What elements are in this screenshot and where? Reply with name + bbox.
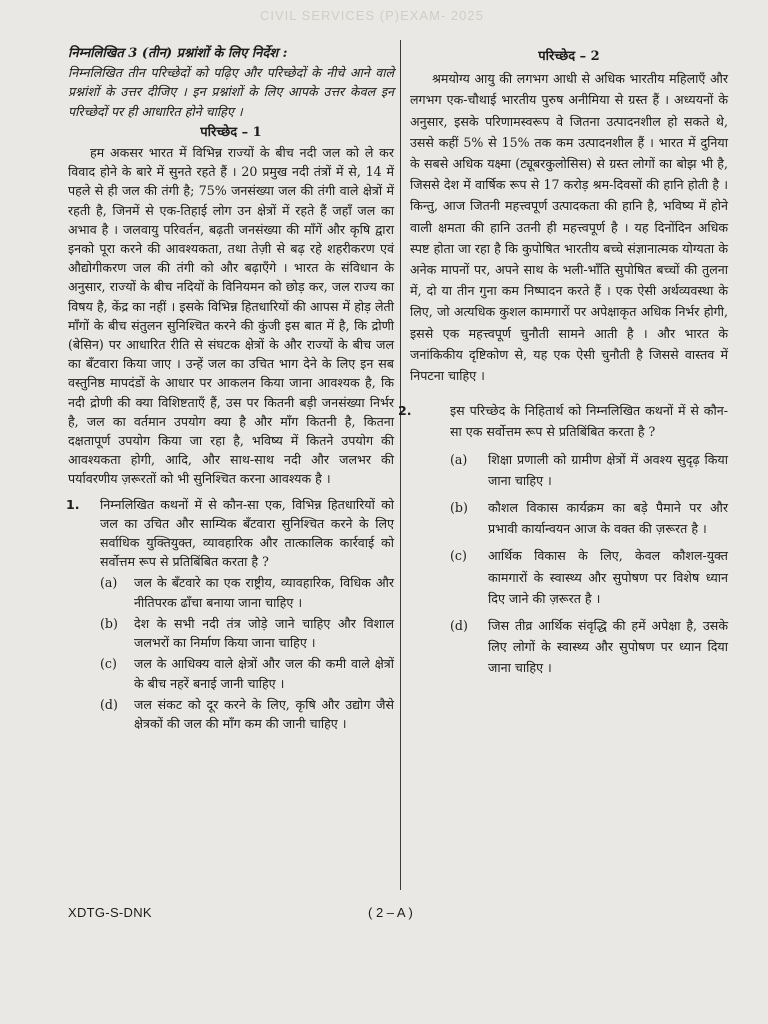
option-text: देश के सभी नदी तंत्र जोड़े जाने चाहिए और विशाल जलभरों का निर्माण किया जाना चाहिए । <box>134 615 394 651</box>
footer-code: XDTG-S-DNK <box>68 905 152 920</box>
question-2-number: 2. <box>398 403 412 419</box>
option-text: जिस तीव्र आर्थिक संवृद्धि की हमें अपेक्षा है, उसके लिए लोगों के स्वास्थ्य और सुपोषण पर ध्यान दिया जाना चाहिए । <box>488 618 728 676</box>
option-text: शिक्षा प्रणाली को ग्रामीण क्षेत्रों में अवश्य सुदृढ़ किया जाना चाहिए । <box>488 451 728 488</box>
question-2-text: इस परिच्छेद के निहितार्थ को निम्नलिखित कथनों में से कौन-सा एक सर्वोत्तम रूप से प्रतिबिंबित करता है ? <box>450 403 728 440</box>
question-1-number: 1. <box>66 496 80 512</box>
question-2-option-c <box>450 545 728 609</box>
passage-2-heading: परिच्छेद – 2 <box>538 49 600 64</box>
instructions-body: निम्नलिखित तीन परिच्छेदों को पढ़िए और परिच्छेदों के नीचे आने वाले प्रश्नांशों के उत्तर दीजिए । इन प्रश्नांशों के लिए आपके उत्तर केवल इन परिच्छेदों पर ही आधारित होने चाहिए । <box>68 65 394 119</box>
header-watermark: CIVIL SERVICES (P)EXAM- 2025 <box>260 8 484 23</box>
question-1 <box>68 495 394 733</box>
option-letter: (c) <box>100 656 117 672</box>
option-text: आर्थिक विकास के लिए, केवल कौशल-युक्त कामगारों के स्वास्थ्य और सुपोषण पर विशेष ध्यान दिए जाने की ज़रूरत है । <box>488 548 728 606</box>
option-letter: (a) <box>450 451 468 467</box>
footer-page-number: ( 2 – A ) <box>368 905 413 920</box>
option-text: जल के बँटवारे का एक राष्ट्रीय, व्यावहारिक, विधिक और नीतिपरक ढाँचा बनाया जाना चाहिए । <box>134 575 394 610</box>
question-1-option-b <box>100 614 394 652</box>
option-letter: (d) <box>100 696 118 712</box>
passage-1-text: हम अकसर भारत में विभिन्न राज्यों के बीच नदी जल को ले कर विवाद होने के बारे में सुनते रहते हैं । 20 प्रमुख नदी तंत्रों में से, 14 में पहले से ही जल की तंगी है; 75% जनसंख्या जल की तंगी वाले क्षेत्रों में रहती है, जिनमें से एक-तिहाई लोग उन क्षेत्रों में रहते हैं जहाँ जल का अभाव है । जलवायु परिवर्तन, बढ़ती जनसंख्या की माँगें और कृषि द्वारा इनको पूरा करने की आवश्यकता, तथा तेज़ी से बढ़ रहे शहरीकरण एवं औद्योगीकरण जल की तंगी को और बढ़ाएँगे । भारत के संविधान के अनुसार, राज्यों के बीच नदियों के विनियमन को छोड़ कर, जल राज्य का विषय है, केंद्र का नहीं । इसके विभिन्न हितधारियों की आपस में होड़ लेती माँगों के बीच संतुलन सुनिश्चित करने की कुंजी इस बात में है, कि द्रोणी (बेसिन) पर आधारित रीति से संघटक क्षेत्रों के और राज्यों के बीच जल का बँटवारा किया जाए । उन्हें जल का उचित भाग देने के लिए इन सब वस्तुनिष्ठ मापदंडों के आधार पर आकलन किया जाना आवश्यक है, कि नदी द्रोणी की क्या विशिष्टताएँ हैं, उस पर कितनी बड़ी जनसंख्या निर्भर है, जल का वर्तमान उपयोग क्या है और माँग कितनी है, कितना दक्षतापूर्ण उपयोग किया जा रहा है, भविष्य में कितने उपयोग की आवश्यकता होगी, आदि, और साथ-साथ नदी और जलभर की पर्यावरणीय ज़रूरतों को भी सुनिश्चित करना आवश्यक है । <box>68 145 394 487</box>
question-2-option-b <box>450 497 728 539</box>
question-1-option-a <box>100 573 394 611</box>
question-1-option-c <box>100 654 394 692</box>
question-2-option-d <box>450 615 728 679</box>
question-1-text: निम्नलिखित कथनों में से कौन-सा एक, विभिन्न हितधारियों को जल का उचित और साम्यिक बँटवारा सुनिश्चित करने के लिए सर्वाधिक युक्तियुक्त, व्यावहारिक और तात्कालिक कार्रवाई को सर्वोत्तम रूप से प्रतिबिंबित करता है ? <box>100 496 394 570</box>
option-letter: (a) <box>100 575 118 591</box>
option-letter: (b) <box>100 615 118 631</box>
option-letter: (c) <box>450 548 467 564</box>
instructions-title: निम्नलिखित 3 (तीन) प्रश्नांशों के लिए निर्देश : <box>68 46 288 61</box>
option-letter: (d) <box>450 618 468 634</box>
passage-1-heading: परिच्छेद – 1 <box>200 124 262 140</box>
column-divider <box>400 40 401 890</box>
option-text: जल के आधिक्य वाले क्षेत्रों और जल की कमी वाले क्षेत्रों के बीच नहरें बनाई जानी चाहिए । <box>134 656 394 691</box>
right-column <box>398 44 728 679</box>
option-text: जल संकट को दूर करने के लिए, कृषि और उद्योग जैसे क्षेत्रकों की जल की माँग कम की जानी चाहिए । <box>134 696 394 731</box>
question-2 <box>398 400 728 678</box>
left-column <box>68 44 394 733</box>
passage-2-text: श्रमयोग्य आयु की लगभग आधी से अधिक भारतीय महिलाएँ और लगभग एक-चौथाई भारतीय पुरुष अनीमिया से ग्रस्त हैं । अध्ययनों के अनुसार, इसके परिणामस्वरूप वे जितना उत्पादनशील हो सकते थे, उससे कहीं 5% से 15% तक कम उत्पादनशील हैं । भारत में दुनिया के सबसे अधिक यक्ष्मा (ट्यूबरकुलोसिस) से ग्रस्त लोगों का बोझ भी है, जिससे देश में वार्षिक रूप से 17 करोड़ श्रम-दिवसों की हानि होती है । किन्तु, आज जितनी महत्त्वपूर्ण उत्पादकता की हानि है, भविष्य में होने वाली क्षमता की हानि उतनी ही महत्त्वपूर्ण है । यह दिनोंदिन अधिक स्पष्ट होता जा रहा है कि कुपोषित भारतीय बच्चे संज्ञानात्मक योग्यता के अनेक मापनों पर, अपने साथ के भली-भाँति सुपोषित बच्चों की तुलना में, दो या तीन गुना कम निष्पादन करते हैं । एक ऐसी अर्थव्यवस्था के लिए, जो अत्यधिक कुशल कामगारों पर अपेक्षाकृत अधिक निर्भर होगी, इससे एक महत्त्वपूर्ण चुनौती सामने आती है । और भारत के जनांकिकीय दृष्टिकोण से, यह एक ऐसी चुनौती है जिससे वास्तव में निपटना चाहिए । <box>410 71 728 384</box>
option-text: कौशल विकास कार्यक्रम का बड़े पैमाने पर और प्रभावी कार्यान्वयन आज के वक्त की ज़रूरत है । <box>488 500 728 537</box>
option-letter: (b) <box>450 500 468 516</box>
question-2-option-a <box>450 449 728 491</box>
question-1-option-d <box>100 695 394 733</box>
